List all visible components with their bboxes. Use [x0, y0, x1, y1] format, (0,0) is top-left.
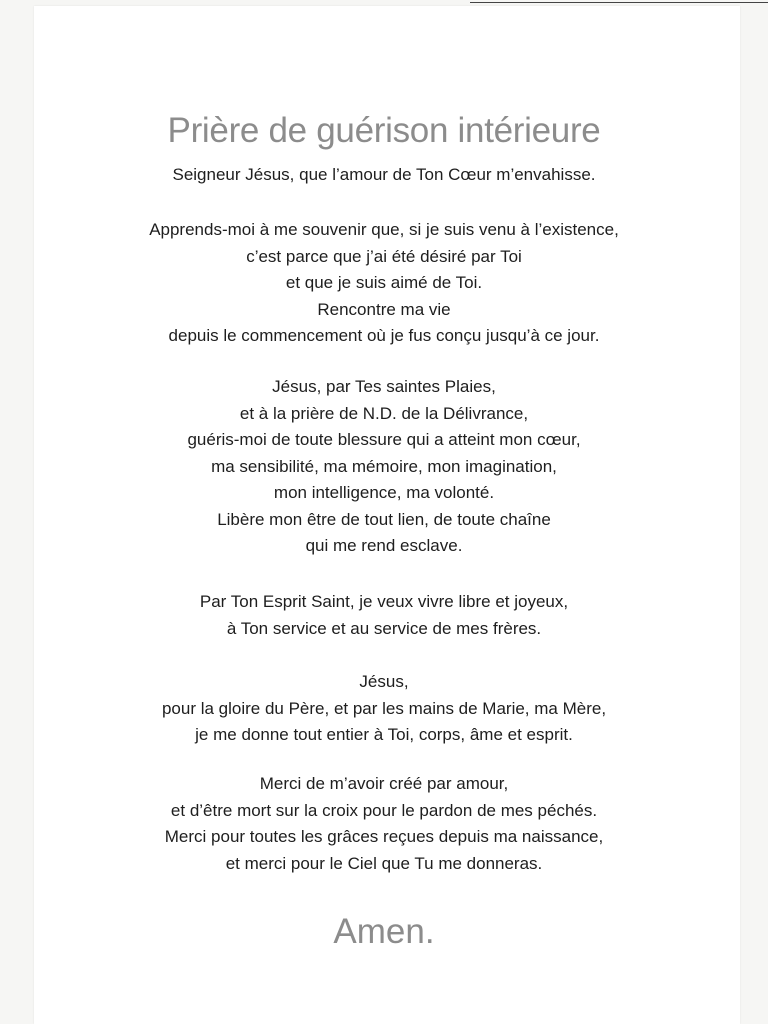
text-line: Par Ton Esprit Saint, je veux vivre libre et joyeux,: [199, 592, 569, 611]
text-line: Seigneur Jésus, que l’amour de Ton Cœur m’envahisse.: [172, 165, 596, 184]
text-line: Jésus, par Tes saintes Plaies,: [272, 377, 496, 396]
stanza-2: [34, 217, 734, 350]
stanza-6: [34, 771, 734, 877]
scan-edge-line: [470, 2, 768, 3]
text-line: Merci de m’avoir créé par amour,: [259, 774, 509, 793]
stanza-5: [34, 669, 734, 749]
text-line: et que je suis aimé de Toi.: [285, 273, 483, 292]
text-line: et d’être mort sur la croix pour le pardon de mes péchés.: [170, 800, 598, 820]
closing-amen: Amen.: [333, 912, 435, 951]
text-line: Merci pour toutes les grâces reçues depuis ma naissance,: [164, 827, 604, 846]
text-line: à Ton service et au service de mes frères.: [226, 618, 542, 638]
stanza-1: [34, 162, 734, 189]
text-line: Jésus,: [359, 672, 409, 691]
text-line: Libère mon être de tout lien, de toute chaîne: [217, 509, 551, 529]
text-line: je me donne tout entier à Toi, corps, âme et esprit.: [195, 725, 573, 744]
stanza-4: [34, 589, 734, 642]
text-line: Rencontre ma vie: [317, 299, 451, 319]
text-line: et merci pour le Ciel que Tu me donneras.: [225, 853, 543, 873]
text-line: depuis le commencement où je fus conçu jusqu’à ce jour.: [168, 326, 600, 345]
page-title: Prière de guérison intérieure: [167, 111, 601, 151]
text-line: Apprends-moi à me souvenir que, si je suis venu à l’existence,: [149, 220, 619, 239]
text-line: mon intelligence, ma volonté.: [273, 483, 495, 502]
text-line: et à la prière de N.D. de la Délivrance,: [239, 403, 529, 423]
stanza-3: [34, 374, 734, 560]
text-line: ma sensibilité, ma mémoire, mon imagination,: [211, 456, 557, 476]
text-line: c’est parce que j’ai été désiré par Toi: [246, 246, 522, 266]
text-line: guéris-moi de toute blessure qui a atteint mon cœur,: [187, 430, 581, 449]
text-line: qui me rend esclave.: [305, 536, 463, 555]
text-line: pour la gloire du Père, et par les mains de Marie, ma Mère,: [161, 698, 607, 718]
